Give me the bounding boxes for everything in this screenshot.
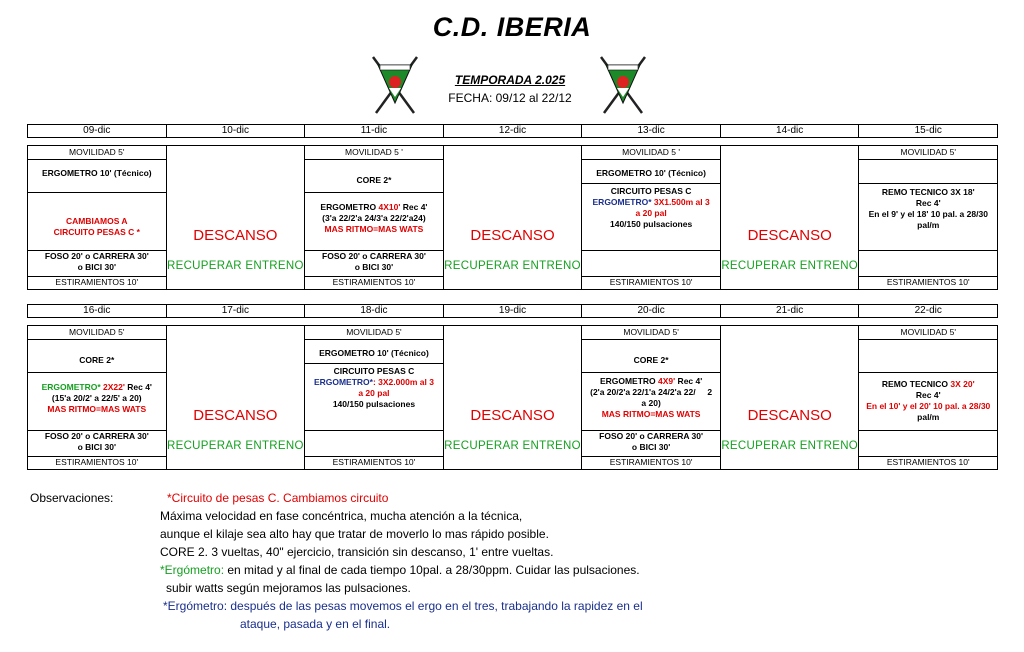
observation-line: *Ergómetro: en mitad y al final de cada tiempo 10pal. a 28/30ppm. Cuidar las pulsaciones. (160, 563, 640, 577)
day-header: 14-dic (721, 125, 860, 137)
day-header: 09-dic (28, 125, 167, 137)
day-column-19 (444, 326, 583, 469)
session-line: MOVILIDAD 5' (623, 327, 679, 337)
session-line: FOSO 20' o CARRERA 30' o BICI 30' (28, 250, 166, 274)
day-column-18 (305, 326, 444, 469)
day-header: 10-dic (167, 125, 306, 137)
day-column-14 (721, 146, 860, 289)
session-line: ESTIRAMIENTOS 10' (305, 456, 443, 468)
week-1-day-header (27, 124, 998, 138)
session-line: MOVILIDAD 5' (900, 327, 956, 337)
day-column-21 (721, 326, 860, 469)
observation-line: ataque, pasada y en el final. (240, 617, 391, 631)
session-line: ERGOMETRO 4X9' Rec 4' (2'a 20/2'a 22/1'a 24/2'a 22/ 2 a 20) MAS RITMO=MAS WATS (582, 372, 720, 430)
session-line: ESTIRAMIENTOS 10' (859, 456, 997, 468)
session-line: ERGOMETRO* 2X22' Rec 4' (15'a 20/2' a 22/5' a 20) MAS RITMO=MAS WATS (28, 372, 166, 430)
rest-sublabel: RECUPERAR ENTRENO (167, 440, 304, 452)
week-2-body (27, 325, 998, 470)
day-column-16 (28, 326, 167, 469)
session-line: MOVILIDAD 5' (346, 327, 402, 337)
rest-label: DESCANSO (747, 227, 832, 244)
session-line: FOSO 20' o CARRERA 30' o BICI 30' (305, 250, 443, 274)
session-line: CIRCUITO PESAS C ERGOMETRO* 3X1.500m al 3 a 20 pal 140/150 pulsaciones (582, 183, 720, 250)
day-header: 21-dic (721, 305, 860, 317)
rest-label: DESCANSO (193, 407, 278, 424)
day-column-09 (28, 146, 167, 289)
session-line: MOVILIDAD 5' (69, 147, 125, 157)
page-title: C.D. IBERIA (432, 12, 592, 42)
day-column-17 (167, 326, 306, 469)
session-line: CORE 2* (582, 339, 720, 372)
session-line: ESTIRAMIENTOS 10' (582, 276, 720, 288)
club-crest-icon (598, 55, 648, 117)
day-header: 13-dic (582, 125, 721, 137)
day-column-15 (859, 146, 997, 289)
session-line: ESTIRAMIENTOS 10' (582, 456, 720, 468)
day-header: 11-dic (305, 125, 444, 137)
session-line: REMO TECNICO 3X 18' Rec 4' En el 9' y el 18' 10 pal. a 28/30 pal/m (859, 183, 997, 250)
session-line: ESTIRAMIENTOS 10' (28, 276, 166, 288)
session-line: ERGOMETRO 10' (Técnico) (305, 339, 443, 363)
day-column-11 (305, 146, 444, 289)
season-label: TEMPORADA 2.025 (454, 73, 566, 87)
rest-label: DESCANSO (193, 227, 278, 244)
day-header: 16-dic (28, 305, 167, 317)
session-line: ESTIRAMIENTOS 10' (305, 276, 443, 288)
session-line: FOSO 20' o CARRERA 30' o BICI 30' (582, 430, 720, 454)
rest-label: DESCANSO (470, 227, 555, 244)
session-line: ESTIRAMIENTOS 10' (859, 276, 997, 288)
rest-label: DESCANSO (747, 407, 832, 424)
day-header: 12-dic (444, 125, 583, 137)
session-line: CORE 2* (28, 339, 166, 372)
observation-line: CORE 2. 3 vueltas, 40" ejercicio, transición sin descanso, 1' entre vueltas. (160, 545, 554, 559)
session-line: FOSO 20' o CARRERA 30' o BICI 30' (28, 430, 166, 454)
day-column-20 (582, 326, 721, 469)
day-header: 19-dic (444, 305, 583, 317)
day-header: 22-dic (914, 305, 942, 316)
session-line (859, 339, 997, 372)
session-line: MOVILIDAD 5 ' (622, 147, 681, 157)
session-line: CIRCUITO PESAS C ERGOMETRO*: 3X2.000m al 3 a 20 pal 140/150 pulsaciones (305, 363, 443, 430)
session-line (859, 430, 997, 454)
session-line: ERGOMETRO 10' (Técnico) (28, 159, 166, 192)
session-line: ERGOMETRO 10' (Técnico) (582, 159, 720, 183)
rest-sublabel: RECUPERAR ENTRENO (167, 260, 304, 272)
session-line (859, 250, 997, 274)
week-2-day-header (27, 304, 998, 318)
rest-sublabel: RECUPERAR ENTRENO (721, 260, 859, 272)
session-line (582, 250, 720, 274)
session-line: ERGOMETRO 4X10' Rec 4' (3'a 22/2'a 24/3'a 22/2'a24) MAS RITMO=MAS WATS (305, 192, 443, 250)
session-line: CORE 2* (305, 159, 443, 192)
session-line (859, 159, 997, 183)
observation-line: *Circuito de pesas C. Cambiamos circuito (167, 491, 389, 505)
session-line: MOVILIDAD 5 ' (345, 147, 403, 157)
observations-text (160, 489, 760, 633)
date-range: FECHA: 09/12 al 22/12 (448, 91, 572, 105)
day-column-12 (444, 146, 583, 289)
rest-label: DESCANSO (470, 407, 555, 424)
observation-line: *Ergómetro: después de las pesas movemos el ergo en el tres, trabajando la rapidez en el (163, 599, 643, 613)
session-line: CAMBIAMOS A CIRCUITO PESAS C * (28, 192, 166, 250)
observation-line: aunque el kilaje sea alto hay que tratar de moverlo lo mas rápido posible. (160, 527, 549, 541)
session-line (305, 430, 443, 454)
observation-line: subir watts según mejoramos las pulsaciones. (166, 581, 411, 595)
day-header: 15-dic (914, 125, 942, 136)
session-line: MOVILIDAD 5' (900, 147, 956, 157)
session-line: ESTIRAMIENTOS 10' (28, 456, 166, 468)
day-header: 20-dic (582, 305, 721, 317)
day-column-10 (167, 146, 306, 289)
day-column-13 (582, 146, 721, 289)
observations-label: Observaciones: (30, 491, 114, 505)
week-1-body (27, 145, 998, 290)
rest-sublabel: RECUPERAR ENTRENO (444, 260, 581, 272)
rest-sublabel: RECUPERAR ENTRENO (721, 440, 859, 452)
session-line: REMO TECNICO 3X 20' Rec 4' En el 10' y el 20' 10 pal. a 28/30 pal/m (859, 372, 997, 430)
session-line: MOVILIDAD 5' (69, 327, 125, 337)
day-header: 18-dic (305, 305, 444, 317)
club-crest-icon (370, 55, 420, 117)
day-header: 17-dic (167, 305, 306, 317)
observation-line: Máxima velocidad en fase concéntrica, mucha atención a la técnica, (160, 509, 523, 523)
day-column-22 (859, 326, 997, 469)
rest-sublabel: RECUPERAR ENTRENO (444, 440, 581, 452)
